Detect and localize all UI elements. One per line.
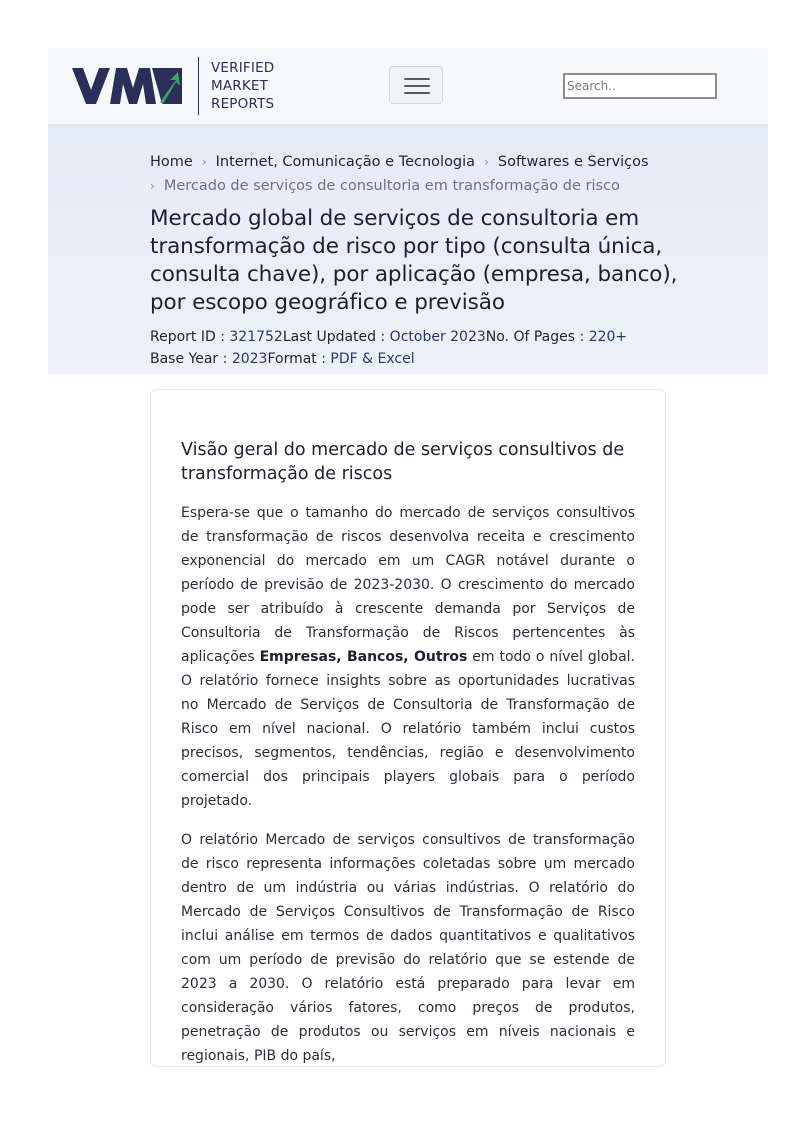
- chevron-right-icon: ›: [484, 155, 489, 169]
- chevron-right-icon: ›: [201, 155, 207, 169]
- logo-divider: [198, 57, 199, 115]
- logo-line: REPORTS: [211, 96, 275, 112]
- hamburger-bar: [404, 78, 430, 80]
- overview-paragraph: O relatório Mercado de serviços consultivos de transformação de risco representa informações coletadas sobre um mercado dentro de um indústria ou várias indústrias. O relatório do Mercado de Serviços Consultivos de Transformação de Risco inclui análise em termos de dados quantitativos e qualitativos com um período de previsão do relatório que se estende de 2023 a 2030. O relatório está preparado para levar em consideração vários fatores, como preços de produtos, penetração de produtos ou serviços em níveis nacionais e regionais, PIB do país,: [181, 832, 635, 1064]
- logo-line: MARKET: [211, 78, 269, 94]
- hamburger-bar: [404, 85, 430, 87]
- menu-toggle-button[interactable]: [389, 66, 443, 104]
- hamburger-bar: [404, 92, 430, 94]
- paragraph-text: Espera-se que o tamanho do mercado de serviços consultivos de transformação de riscos desenvolva receita e crescimento exponencial do mercado em um CAGR notável durante o período de previsão de 2023-2030. O crescimento do mercado pode ser atribuído à crescente demanda por Serviços de Consultoria de Transformação de Riscos pertencentes às aplicações: [181, 505, 635, 665]
- overview-card: [150, 389, 666, 1067]
- breadcrumb-home[interactable]: Home: [150, 154, 193, 170]
- meta-row: [150, 348, 710, 370]
- pages-value: 220+: [588, 329, 628, 345]
- breadcrumb-current: Mercado de serviços de consultoria em transformação de risco: [163, 178, 620, 194]
- last-updated-label: Last Updated :: [282, 329, 390, 345]
- site-header: [48, 48, 768, 125]
- search-input[interactable]: [563, 73, 717, 99]
- paragraph-text: em todo o nível global. O relatório fornece insights sobre as oportunidades lucrativas no Mercado de Serviços de Consultoria de Transformação de Risco em nível nacional. O relatório também inclui custos precisos, segmentos, tendências, região e desenvolvimento comercial dos principais players globais para o período projetado.: [181, 649, 635, 809]
- overview-paragraph: [181, 501, 635, 813]
- report-title: Mercado global de serviços de consultoria em transformação de risco por tipo (consulta única, consulta chave), por aplicação (empresa, banco), por escopo geográfico e previsão: [150, 206, 678, 315]
- breadcrumb-subcategory[interactable]: Softwares e Serviços: [497, 154, 649, 170]
- breadcrumb-row: [150, 174, 680, 198]
- base-year-label: Base Year :: [150, 351, 232, 367]
- logo-line: VERIFIED: [211, 60, 275, 76]
- overview-heading: Visão geral do mercado de serviços consultivos de transformação de riscos: [181, 440, 625, 484]
- report-id-value: 321752: [229, 329, 283, 345]
- applications-highlight: Empresas, Bancos, Outros: [259, 649, 468, 665]
- pages-label: No. Of Pages :: [485, 329, 589, 345]
- last-updated-value: October 2023: [389, 329, 486, 345]
- overview-body: [181, 501, 635, 1067]
- report-id-label: Report ID :: [150, 329, 230, 345]
- meta-row: [150, 326, 710, 348]
- breadcrumb-category[interactable]: Internet, Comunicação e Tecnologia: [215, 154, 476, 170]
- report-meta: [150, 326, 710, 370]
- site-logo[interactable]: [72, 56, 274, 116]
- logo-wordmark: [211, 59, 274, 113]
- format-label: Format :: [267, 351, 331, 367]
- base-year-value: 2023: [231, 351, 268, 367]
- chevron-right-icon: ›: [150, 179, 155, 193]
- vmr-logo-icon: [72, 66, 184, 106]
- breadcrumb: [150, 150, 680, 198]
- format-value: PDF & Excel: [330, 351, 415, 367]
- breadcrumb-row: [150, 150, 680, 174]
